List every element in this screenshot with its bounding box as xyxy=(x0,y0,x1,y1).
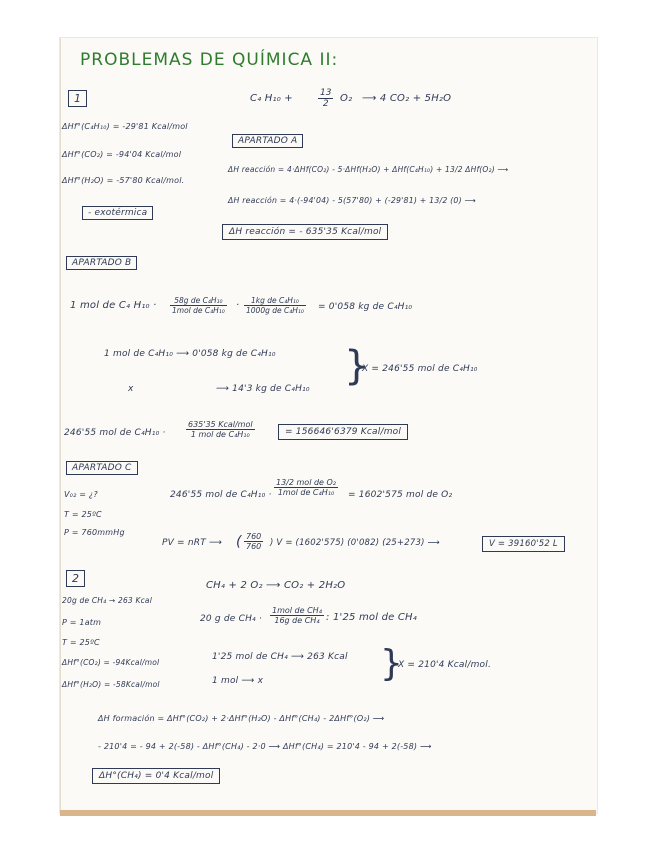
c2-num: 760 xyxy=(246,532,262,541)
p2-data-temperature: T = 25ºC xyxy=(62,638,100,647)
reaction-1-right: ⟶ 4 CO₂ + 5H₂O xyxy=(362,93,452,104)
e1-num: 1mol de CH₄ xyxy=(272,606,322,615)
c-data-pressure: P = 760mmHg xyxy=(64,528,125,537)
apartado-a-label: APARTADO A xyxy=(232,134,303,148)
coef-den: 2 xyxy=(322,99,329,109)
b-f2-den: 1000g de C₄H₁₀ xyxy=(246,306,304,315)
p2-equation-1: ΔH formación = ΔHf°(CO₂) + 2·ΔHf°(H₂O) - ΔHf°(CH₄) - 2ΔHf°(O₂) ⟶ xyxy=(98,714,385,723)
p2-data-enthalpy-h2o: ΔHf°(H₂O) = -58Kcal/mol xyxy=(62,680,160,689)
exothermic-box: - exotérmica xyxy=(82,206,153,220)
p2-data-enthalpy-co2: ΔHf°(CO₂) = -94Kcal/mol xyxy=(62,658,160,667)
c1-den: 1mol de C₄H₁₀ xyxy=(277,488,335,497)
apartado-b-label: APARTADO B xyxy=(66,256,137,270)
p2-equation-2: - 210'4 = - 94 + 2(-58) - ΔHf°(CH₄) - 2·0 ⟶ ΔHf°(CH₄) = 210'4 - 94 + 2(-58) ⟶ xyxy=(98,742,432,751)
p2-final-result: ΔH°(CH₄) = 0'4 Kcal/mol xyxy=(92,768,220,784)
b-step1-result: = 0'058 kg de C₄H₁₀ xyxy=(318,302,413,312)
equation-a-result: ΔH reacción = - 635'35 Kcal/mol xyxy=(222,224,388,240)
b3-den: 1 mol de C₄H₁₀ xyxy=(190,430,250,439)
b-step1-fraction-1 xyxy=(170,296,227,315)
c-step2-open-paren: ( xyxy=(236,534,242,550)
e1-den: 16g de CH₄ xyxy=(274,616,320,625)
b-step1-left: 1 mol de C₄ H₁₀ · xyxy=(70,300,157,311)
c-step2-result: V = 39160'52 L xyxy=(482,536,565,552)
b3-num: 635'35 Kcal/mol xyxy=(188,420,253,429)
c-step2-mid: ) V = (1602'575) (0'082) (25+273) ⟶ xyxy=(270,538,440,548)
p2-step1-result: : 1'25 mol de CH₄ xyxy=(326,612,417,623)
b-step1-fraction-2 xyxy=(244,296,306,315)
page-bottom-edge xyxy=(60,810,596,816)
reaction-1-mid: O₂ xyxy=(340,93,353,104)
b-step1-dot: · xyxy=(236,300,240,311)
equation-a-1: ΔH reacción = 4·ΔHf(CO₂) - 5·ΔHf(H₂O) + ΔHf(C₄H₁₀) + 13/2 ΔHf(O₂) ⟶ xyxy=(228,165,509,174)
c-step2-left: PV = nRT ⟶ xyxy=(162,538,223,548)
c-step1-result: = 1602'575 mol de O₂ xyxy=(348,490,453,500)
c-data-volume: V₀₂ = ¿? xyxy=(64,490,98,499)
b-step3-left: 246'55 mol de C₄H₁₀ · xyxy=(64,428,166,438)
b-rule-line1: 1 mol de C₄H₁₀ ⟶ 0'058 kg de C₄H₁₀ xyxy=(104,349,276,359)
b-rule-line2-right: ⟶ 14'3 kg de C₄H₁₀ xyxy=(216,384,310,394)
b-f1-num: 58g de C₄H₁₀ xyxy=(170,296,227,306)
b-step3-fraction xyxy=(186,420,255,439)
reaction-2: CH₄ + 2 O₂ ⟶ CO₂ + 2H₂O xyxy=(206,580,346,591)
c2-den: 760 xyxy=(246,542,262,551)
data-enthalpy-h2o: ΔHf°(H₂O) = -57'80 Kcal/mol. xyxy=(62,176,185,185)
data-enthalpy-co2: ΔHf°(CO₂) = -94'04 Kcal/mol xyxy=(62,150,182,159)
b-rule-result: X = 246'55 mol de C₄H₁₀ xyxy=(362,364,478,374)
b-step3-result: = 156646'6379 Kcal/mol xyxy=(278,424,408,440)
b-brace: } xyxy=(344,343,370,389)
p2-brace: } xyxy=(380,643,403,684)
c-step2-fraction xyxy=(244,532,263,551)
p2-rule-line2: 1 mol ⟶ x xyxy=(212,676,264,686)
p2-data-pressure: P = 1atm xyxy=(62,618,102,627)
apartado-c-label: APARTADO C xyxy=(66,461,138,475)
p2-rule-line1: 1'25 mol de CH₄ ⟶ 263 Kcal xyxy=(212,652,348,662)
problem-number-1: 1 xyxy=(68,90,87,107)
data-enthalpy-butane: ΔHf°(C₄H₁₀) = -29'81 Kcal/mol xyxy=(62,122,188,131)
c-step1-left: 246'55 mol de C₄H₁₀ · xyxy=(170,490,272,500)
c-data-temperature: T = 25ºC xyxy=(64,510,102,519)
p2-rule-result: X = 210'4 Kcal/mol. xyxy=(398,660,492,670)
b-f2-num: 1kg de C₄H₁₀ xyxy=(244,296,306,306)
c-step1-fraction xyxy=(274,478,338,497)
equation-a-2: ΔH reacción = 4·(-94'04) - 5(57'80) + (-29'81) + 13/2 (0) ⟶ xyxy=(228,196,476,205)
b-rule-line2-x: x xyxy=(128,384,134,394)
p2-step1-fraction xyxy=(270,606,324,625)
reaction-1-left: C₄ H₁₀ + xyxy=(250,93,293,104)
c1-num: 13/2 mol de O₂ xyxy=(276,478,337,487)
p2-data-mass: 20g de CH₄ → 263 Kcal xyxy=(62,596,153,605)
problem-number-2: 2 xyxy=(66,570,85,587)
reaction-1-coefficient xyxy=(318,88,333,109)
coef-num: 13 xyxy=(320,88,332,98)
b-f1-den: 1mol de C₄H₁₀ xyxy=(172,306,225,315)
p2-step1-left: 20 g de CH₄ · xyxy=(200,614,262,624)
page-title: PROBLEMAS DE QUÍMICA II: xyxy=(80,50,339,70)
